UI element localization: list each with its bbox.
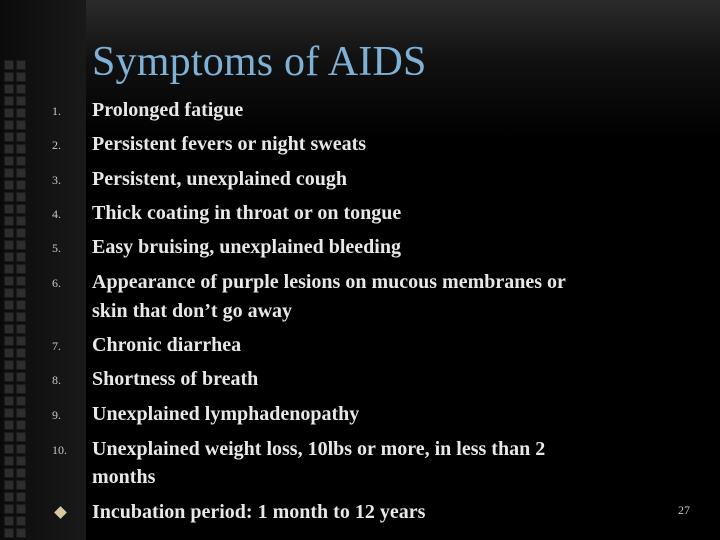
list-number: 8. — [52, 373, 61, 387]
list-item-text-continued: skin that don’t go away — [92, 300, 293, 322]
list-number: 4. — [52, 207, 61, 221]
list-number: 2. — [52, 138, 61, 152]
list-item-text: Appearance of purple lesions on mucous membranes or — [92, 271, 566, 293]
list-number: 9. — [52, 408, 61, 422]
list-number: 10. — [52, 443, 67, 457]
list-number: 7. — [52, 339, 61, 353]
list-item-text: Chronic diarrhea — [92, 334, 242, 356]
list-item-text: Persistent, unexplained cough — [92, 168, 348, 190]
list-item-text: Incubation period: 1 month to 12 years — [92, 501, 426, 523]
diamond-bullet-icon — [54, 506, 67, 519]
list-item-text: Unexplained lymphadenopathy — [92, 403, 360, 425]
list-item-text: Shortness of breath — [92, 368, 259, 390]
list-item-text: Prolonged fatigue — [92, 99, 244, 121]
list-number: 5. — [52, 241, 61, 255]
list-item-text: Easy bruising, unexplained bleeding — [92, 236, 401, 258]
list-item-text: Unexplained weight loss, 10lbs or more, in less than 2 — [92, 438, 546, 460]
list-number: 1. — [52, 104, 61, 118]
list-item-text: Thick coating in throat or on tongue — [92, 202, 402, 224]
page-number: 27 — [678, 503, 690, 517]
list-number: 6. — [52, 276, 61, 290]
list-number: 3. — [52, 173, 61, 187]
list-item-text-continued: months — [92, 466, 156, 488]
slide-title: Symptoms of AIDS — [92, 39, 427, 85]
list-item-text: Persistent fevers or night sweats — [92, 133, 367, 155]
